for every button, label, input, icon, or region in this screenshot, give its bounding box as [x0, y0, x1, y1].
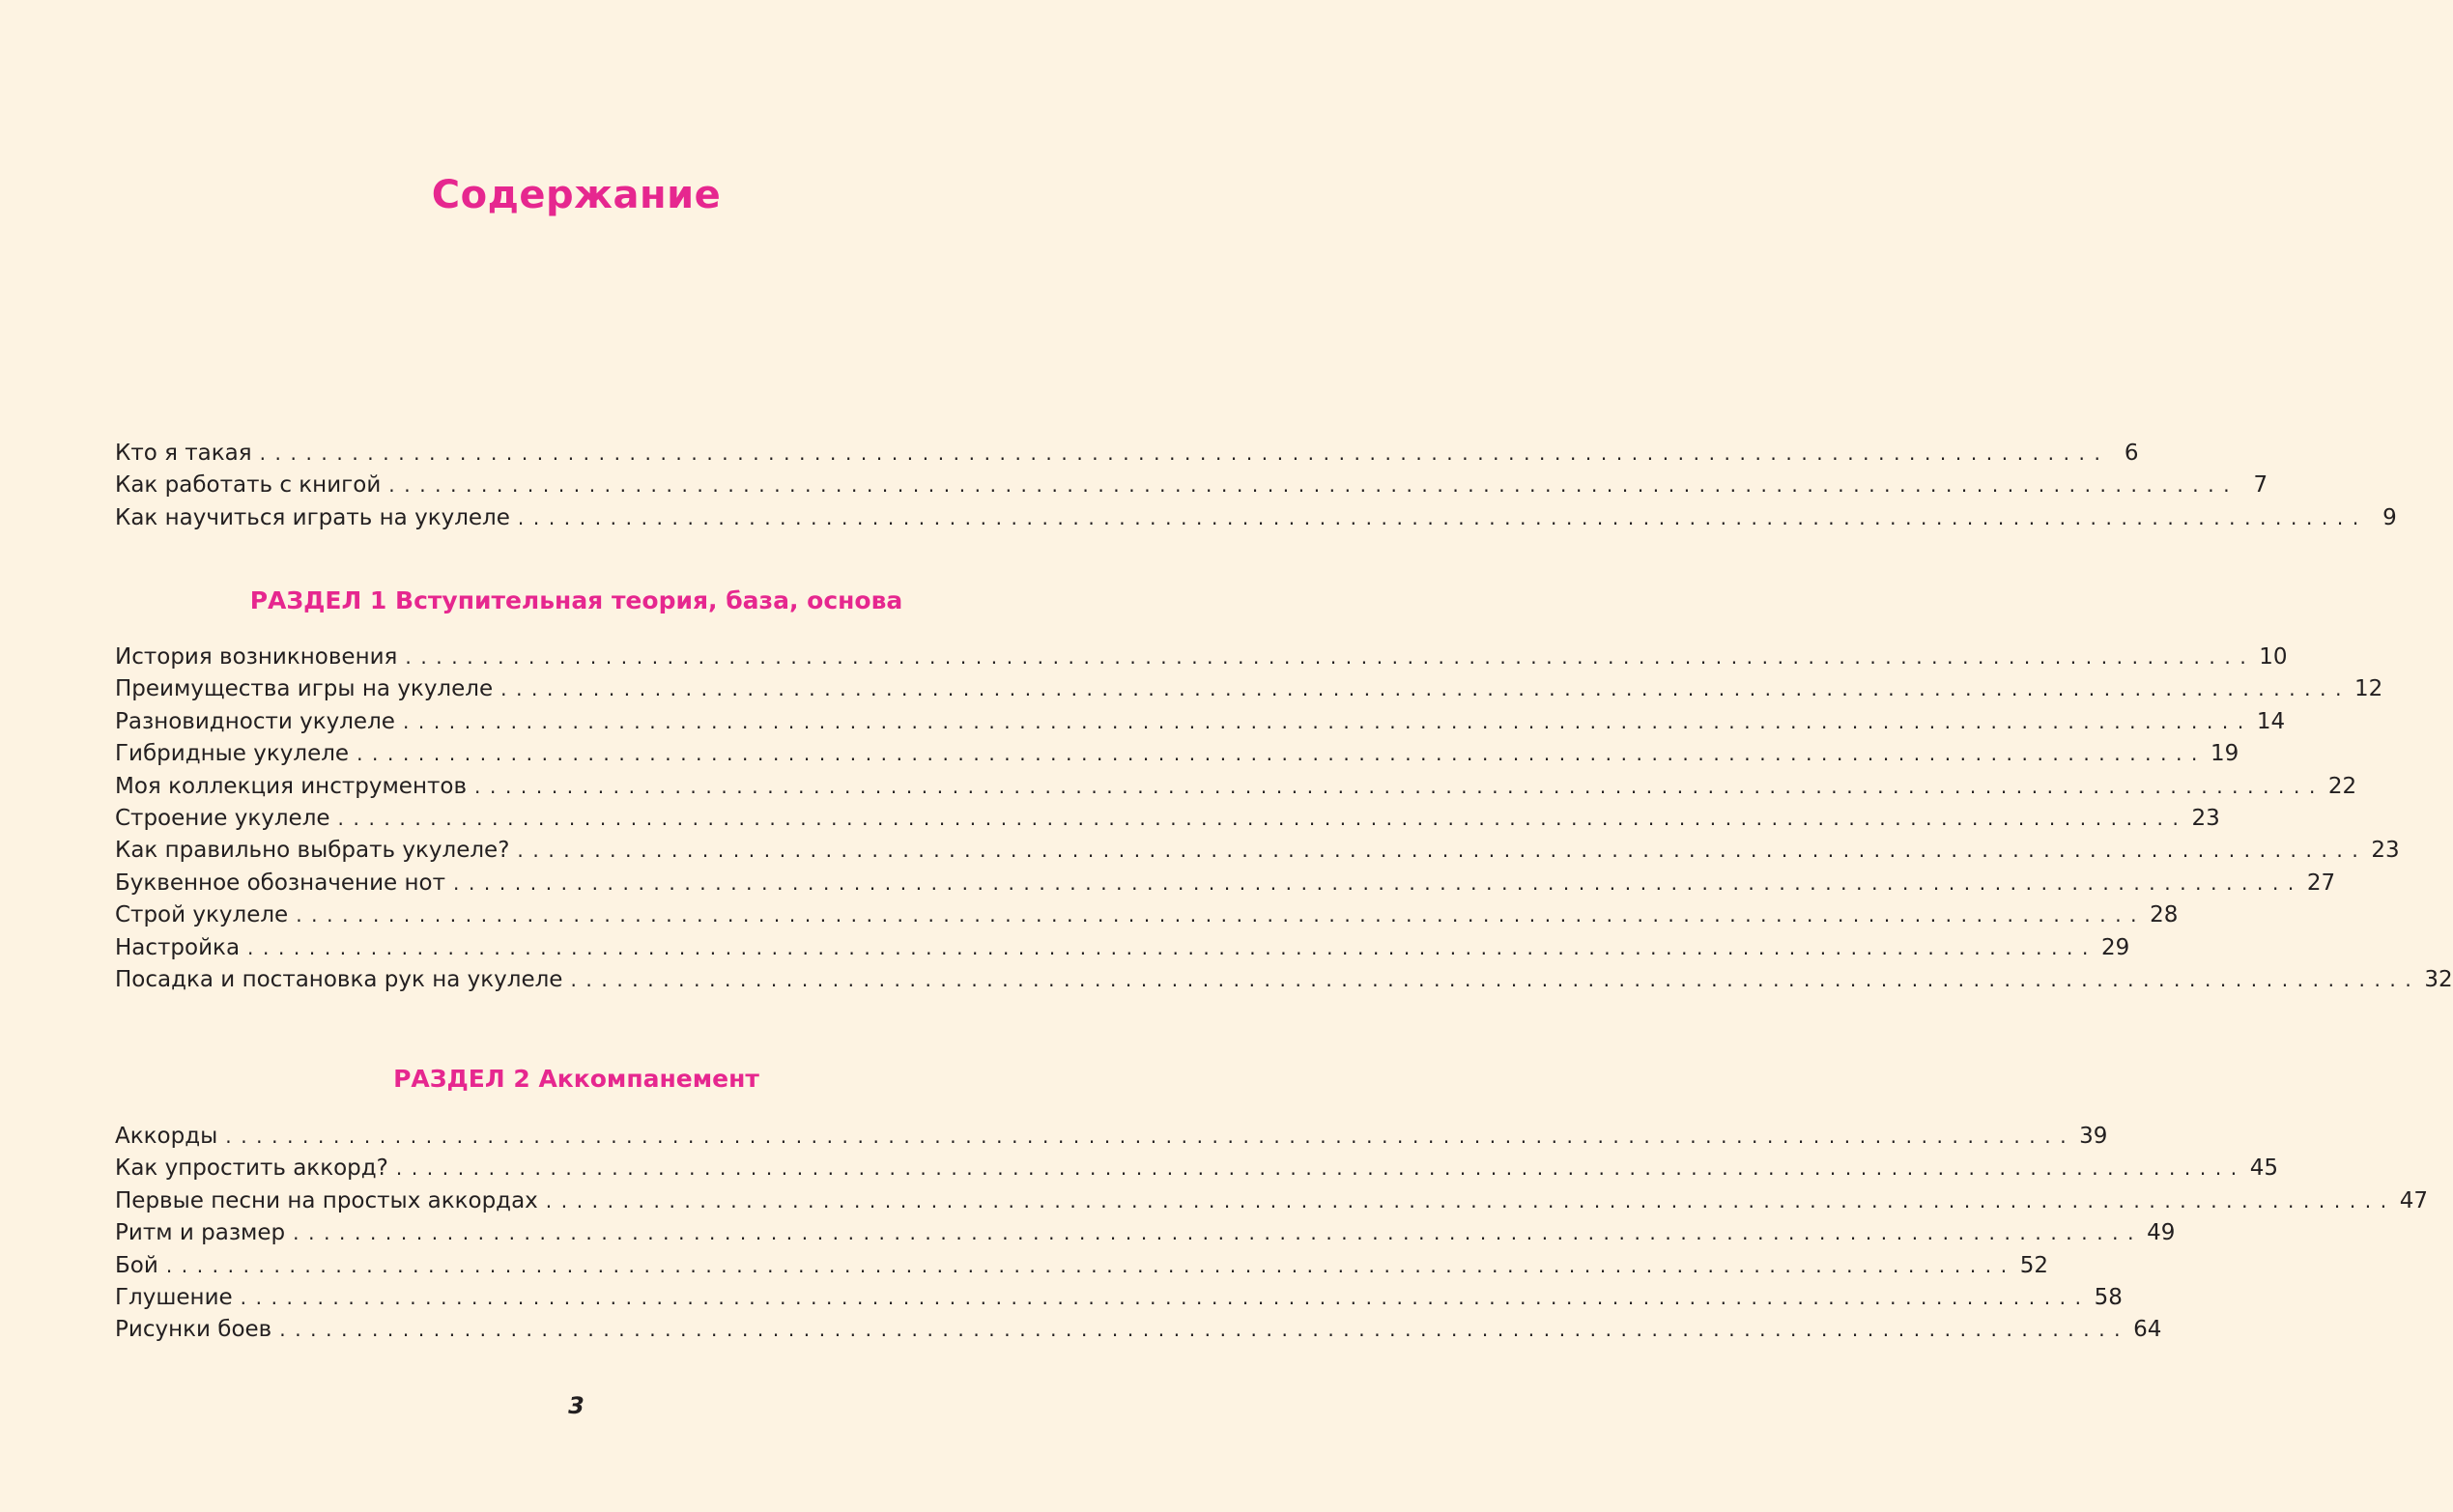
toc-entry[interactable] [115, 470, 2268, 501]
toc-entry[interactable] [115, 771, 2357, 803]
toc-entry[interactable] [115, 642, 2288, 673]
toc-entry-label: Преимущества игры на укулеле [115, 676, 494, 702]
toc-entry-label: Глушение [115, 1284, 233, 1310]
dot-leader: ........................................................................................................................ [259, 442, 2110, 465]
dot-leader: ........................................................................................................................ [296, 903, 2147, 927]
toc-entry-label: Кто я такая [115, 441, 252, 466]
dot-leader: ........................................................................................................................ [517, 505, 2368, 529]
toc-entry-page-number: 19 [2210, 741, 2239, 767]
toc-entry[interactable] [115, 803, 2220, 835]
dot-leader: ........................................................................................................................ [279, 1318, 2130, 1342]
toc-entry-page-number: 58 [2094, 1284, 2123, 1310]
toc-entry-label: Как правильно выбрать укулеле? [115, 838, 510, 864]
toc-entry-page-number: 23 [2371, 838, 2400, 864]
toc-intro-list [115, 438, 2397, 534]
dot-leader: ........................................................................................................................ [240, 1285, 2091, 1309]
toc-entry[interactable] [115, 673, 2383, 705]
toc-entry-page-number: 22 [2327, 773, 2357, 799]
toc-entry-page-number: 12 [2354, 676, 2383, 702]
toc-entry[interactable] [115, 964, 2453, 996]
toc-entry-page-number: 52 [2019, 1252, 2048, 1278]
toc-entry[interactable] [115, 738, 2239, 770]
dot-leader: ........................................................................................................................ [293, 1221, 2144, 1245]
page-number: 3 [568, 1392, 585, 1419]
toc-entry-label: Моя коллекция инструментов [115, 773, 468, 799]
toc-entry-page-number: 7 [2253, 472, 2268, 499]
toc-entry[interactable] [115, 932, 2130, 964]
dot-leader: ........................................................................................................................ [395, 1156, 2246, 1181]
dot-leader: ........................................................................................................................ [388, 473, 2239, 498]
toc-entry[interactable] [115, 1185, 2428, 1217]
toc-entry-page-number: 39 [2079, 1124, 2108, 1149]
toc-entry-label: Бой [115, 1252, 158, 1278]
toc-entry-label: Гибридные укулеле [115, 741, 350, 767]
toc-entry[interactable] [115, 1121, 2108, 1153]
toc-entry[interactable] [115, 1217, 2176, 1249]
dot-leader: ........................................................................................................................ [247, 935, 2097, 959]
toc-entry-page-number: 28 [2150, 902, 2179, 928]
toc-entry-page-number: 27 [2306, 870, 2336, 896]
dot-leader: ........................................................................................................................ [337, 806, 2188, 830]
dot-leader: ........................................................................................................................ [474, 774, 2325, 798]
toc-entry[interactable] [115, 1250, 2048, 1282]
toc-entry-label: Как работать с книгой [115, 472, 382, 499]
toc-entry[interactable] [115, 868, 2336, 899]
toc-entry-label: Посадка и постановка рук на укулеле [115, 966, 563, 992]
toc-entry-label: Как научиться играть на укулеле [115, 504, 510, 530]
page-title: Содержание [431, 173, 722, 217]
dot-leader: ........................................................................................................................ [570, 967, 2421, 991]
toc-entry[interactable] [115, 438, 2139, 470]
toc-entry-page-number: 47 [2399, 1187, 2428, 1213]
dot-leader: ........................................................................................................................ [225, 1125, 2076, 1148]
dot-leader: ........................................................................................................................ [545, 1188, 2396, 1212]
dot-leader: ........................................................................................................................ [452, 870, 2303, 895]
toc-entry[interactable] [115, 1153, 2279, 1184]
toc-entry[interactable] [115, 1282, 2123, 1314]
toc-entry-page-number: 6 [2124, 441, 2139, 466]
toc-entry-label: Ритм и размер [115, 1220, 286, 1246]
toc-entry-page-number: 29 [2100, 934, 2130, 960]
toc-entry-label: Буквенное обозначение нот [115, 870, 445, 896]
toc-entry-label: Строение укулеле [115, 805, 330, 831]
toc-entry[interactable] [115, 502, 2397, 534]
toc-entry[interactable] [115, 1314, 2162, 1346]
toc-entry-page-number: 23 [2191, 805, 2220, 831]
toc-entry-page-number: 64 [2133, 1317, 2162, 1343]
section-1-heading: РАЗДЕЛ 1 Вступительная теория, база, основа [249, 586, 903, 614]
toc-entry-page-number: 49 [2147, 1220, 2176, 1246]
toc-entry-page-number: 45 [2249, 1155, 2279, 1182]
toc-entry-label: Аккорды [115, 1124, 218, 1149]
section-2-heading: РАЗДЕЛ 2 Аккомпанемент [393, 1065, 759, 1093]
dot-leader: ........................................................................................................................ [165, 1253, 2016, 1277]
toc-entry-label: Строй укулеле [115, 902, 289, 928]
toc-entry-label: Как упростить аккорд? [115, 1155, 388, 1182]
toc-entry[interactable] [115, 835, 2400, 867]
toc-entry[interactable] [115, 706, 2286, 738]
dot-leader: ........................................................................................................................ [500, 677, 2352, 701]
dot-leader: ........................................................................................................................ [402, 709, 2253, 733]
toc-entry-label: Настройка [115, 934, 241, 960]
toc-entry-page-number: 9 [2382, 504, 2397, 530]
dot-leader: ........................................................................................................................ [405, 645, 2256, 669]
dot-leader: ........................................................................................................................ [357, 742, 2207, 766]
toc-section-1-list [115, 642, 2453, 996]
toc-section-2-list [115, 1121, 2428, 1347]
toc-entry-label: Рисунки боев [115, 1317, 272, 1343]
toc-entry-page-number: 14 [2256, 708, 2286, 734]
toc-entry-page-number: 32 [2424, 966, 2453, 992]
toc-entry-label: История возникновения [115, 644, 398, 670]
toc-entry-label: Первые песни на простых аккордах [115, 1187, 538, 1213]
toc-entry[interactable] [115, 899, 2179, 931]
toc-entry-page-number: 10 [2259, 644, 2288, 670]
dot-leader: ........................................................................................................................ [517, 839, 2368, 863]
toc-entry-label: Разновидности укулеле [115, 708, 395, 734]
